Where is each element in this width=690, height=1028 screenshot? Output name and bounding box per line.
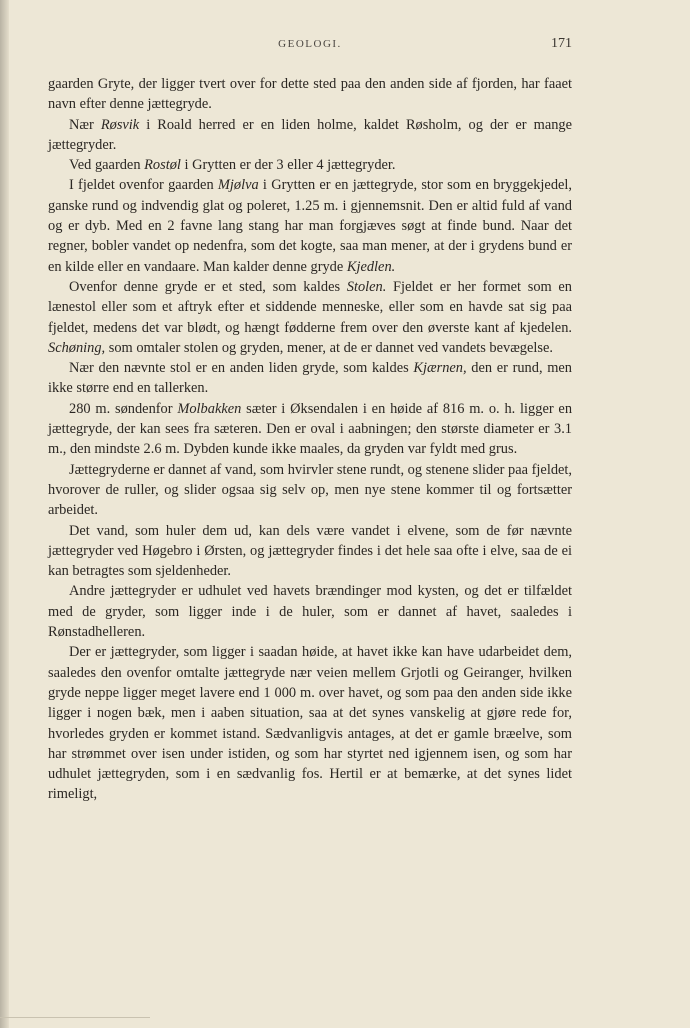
- paragraph: [48, 115, 572, 156]
- text-run: Nær den nævnte stol er en anden liden gryde, som kaldes: [69, 360, 414, 377]
- text-run: som omtaler stolen og gryden, mener, at de er dannet ved vandets bevægelse.: [105, 339, 553, 356]
- paragraph: [48, 399, 572, 460]
- text-run: i Grytten er en jættegryde, stor som en bryggekjedel, ganske rund og indvendig glat og poleret, 1.25 m. i gjennemsnit. Den er altid fuld af vand og er dyb. Med en 2 favne lang stang har man forgjæves søgt at finde bund. Naar det regner, bobler vandet op nedenfra, som det kogte, saa man mener, at der i grydens bund er en kilde eller en vandaare. Man kalder denne gryde: [48, 177, 572, 275]
- italic-term: Kjedlen.: [346, 258, 396, 275]
- paragraph: [48, 642, 572, 804]
- text-run: Nær: [69, 116, 101, 133]
- text-run: Andre jættegryder er udhulet ved havets brændinger mod kysten, og det er tilfældet med de gryder, som ligger inde i de huler, som er dannet af havet, saaledes i Rønstadhelleren.: [48, 583, 572, 641]
- text-run: Ved gaarden: [69, 157, 145, 174]
- bottom-rule: [0, 1017, 150, 1018]
- paragraph: [48, 155, 572, 175]
- text-run: sæter i Øksendalen i en høide af 816 m. o. h. ligger en jættegryde, der kan sees fra sæteren. Den er oval i aabningen; den største diameter er 3.1 m., den mindste 2.6 m. Dybden kunde ikke maales, da gryden var fyldt med grus.: [48, 400, 573, 458]
- text-run: gaarden Gryte, der ligger tvert over for dette sted paa den anden side af fjorden, har faaet navn efter denne jættegryde.: [48, 76, 572, 113]
- text-run: Det vand, som huler dem ud, kan dels være vandet i elvene, som de før nævnte jættegryder ved Høgebro i Ørsten, og jættegryder findes i det hele saa ofte i elve, saa de ei kan betragtes som sjeldenheder.: [48, 522, 572, 580]
- paragraph: [48, 460, 572, 521]
- italic-term: Schøning,: [48, 339, 106, 356]
- italic-term: Mjølva: [217, 177, 259, 194]
- page-number: 171: [551, 36, 572, 51]
- paragraph: [48, 74, 572, 115]
- italic-term: Rostøl: [144, 157, 181, 174]
- text-run: Ovenfor denne gryde er et sted, som kaldes: [69, 278, 347, 295]
- italic-term: Kjærnen,: [413, 360, 467, 377]
- text-run: Jættegryderne er dannet af vand, som hvirvler stene rundt, og stenene slider paa fjeldet, hvorover de ruller, og slider ogsaa sig selv op, men nye stene kommer til og fortsætter arbeidet.: [48, 461, 572, 519]
- italic-term: Molbakken: [177, 400, 242, 417]
- text-run: Der er jættegryder, som ligger i saadan høide, at havet ikke kan have udarbeidet dem, saaledes den ovenfor omtalte jættegryde nær veien mellem Grjotli og Geiranger, hvilken gryde neppe ligger meget lavere end 1 000 m. over havet, og som paa den anden side ikke ligger i nogen bæk, men i aaben situation, saa at det synes vanskelig at gjøre rede for, hvorledes gryden er kommet istand. Sædvanligvis antages, at det er gamle bræelve, som har strømmet over isen under istiden, og som har styrtet ned igjennem isen, og som har udhulet jættegryden, som i en sædvanlig fos. Hertil er at bemærke, at det synes lidet rimeligt,: [48, 644, 572, 803]
- text-run: den er rund, men ikke større end en tallerken.: [48, 360, 572, 397]
- paragraph: [48, 358, 572, 399]
- paragraph: [48, 581, 572, 642]
- body-text: [48, 74, 572, 805]
- text-run: Fjeldet er her formet som en lænestol eller som et aftryk efter et siddende menneske, eller som en havde sat sig paa fjeldet, medens det var blødt, og hængt fødderne frem over den øverste kant af kjedelen.: [48, 278, 572, 336]
- running-title: GEOLOGI.: [278, 38, 342, 50]
- italic-term: Røsvik: [100, 116, 140, 133]
- italic-term: Stolen.: [346, 278, 387, 295]
- page-header: [48, 38, 572, 56]
- page-left-edge-shadow: [0, 0, 9, 1028]
- paragraph: [48, 175, 572, 276]
- text-run: i Roald herred er en liden holme, kaldet Røsholm, og der er mange jættegryder.: [48, 116, 572, 153]
- text-run: 280 m. søndenfor: [69, 400, 178, 417]
- text-run: i Grytten er der 3 eller 4 jættegryder.: [180, 157, 396, 174]
- paragraph: [48, 521, 572, 582]
- text-run: I fjeldet ovenfor gaarden: [69, 177, 218, 194]
- paragraph: [48, 277, 572, 358]
